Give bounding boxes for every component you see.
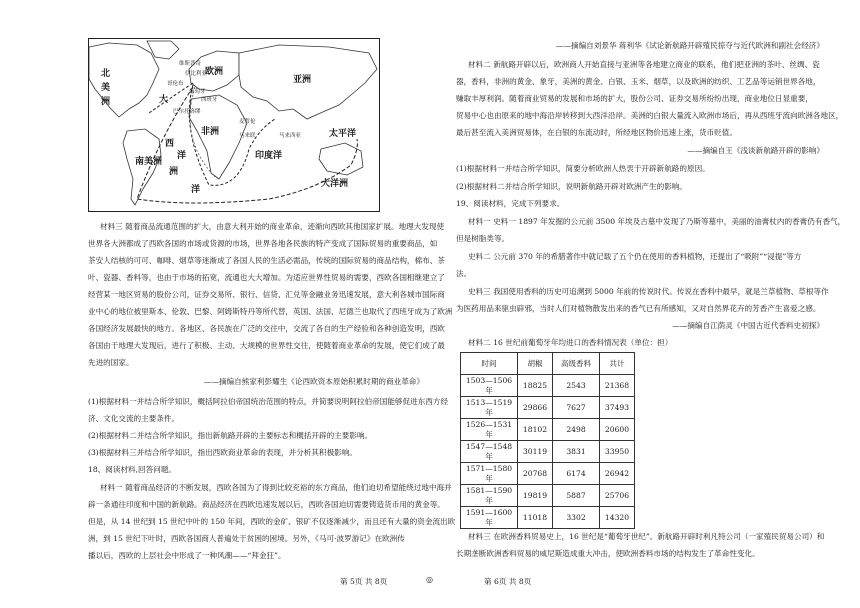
table-cell: 26942 [600,463,635,485]
q18-heading: 18、阅读材料,回答问题。 [88,465,177,474]
table-row [461,485,635,507]
map-label-america: 美 [101,83,111,93]
map-label-africa: 非洲 [201,127,220,137]
table-cell: 19819 [518,485,553,507]
map-label-pacific: 太平洋 [329,129,357,139]
table-row [461,397,635,419]
m19-line-5: 为医药用品来驱虫辟邪，当时人们对植物散发出来的香气已有所感知，又对自然界花卉的芳香产生喜爱之感。 [456,304,821,313]
m3-line-1: 世界各大洲都成了西欧各国的市场或货源的市场，世界各地各民族的特产变成了国际贸易的重要商品，如 [88,239,438,248]
m2-source: ——摘编自王《浅谈新航路开辟的影响》 [687,146,824,155]
map-label-continent: 洲 [101,97,111,107]
map-small-5: 麦哲伦 [239,119,256,125]
map-small-3: 维斯普奇 [179,61,202,67]
table-cell: 1591—1600 年 [461,507,518,529]
m19-source: ——摘编自江荫灵《中国古近代香料史初探》 [672,321,824,330]
map-small-0: 哥伦布 [167,81,184,87]
south-america-shape [123,129,161,205]
table-header: 胡椒 [518,353,553,375]
m19-line-2: 史料二 公元前 370 年的希腊著作中就记载了五个仍在使用的香料植物，还提出了“吸附”“浸提”等方 [468,252,802,261]
spice-import-table [460,352,635,529]
m1-line-3: 洲，到 15 世纪下叶时，西欧各国商人普遍处于贫困的困境。另外，《马可·波罗游记》在欧洲传 [88,534,405,543]
map-label-north: 北 [101,69,111,79]
center-mark-icon: ◎ [426,575,433,584]
table-row [461,441,635,463]
table-cell: 29866 [518,397,553,419]
m3-line-5: 业中心的地位被里斯本、伦敦、巴黎、阿姆斯特丹等所代替，英国、法国、尼德兰也取代了西班牙成为了欧洲 [88,307,453,316]
m2-line-4: 最后甚至流入美洲贸易体，在白银的东流动时，所经地区物价迅速上涨，货币贬值。 [456,128,737,137]
map-small-7: 马来西亚 [279,133,302,139]
map-small-1: 葡萄牙 [189,89,206,95]
table-cell: 11018 [518,507,553,529]
m19-line-3: 法。 [456,269,472,278]
m3-19-line-1: 长期垄断欧洲香料贸易的威尼斯造成重大冲击，使欧洲香料市场的结构发生了革命性变化。 [456,549,760,558]
m2-line-1: 器，香料，非洲的黄金、象牙，美洲的黄金、白银、玉米、烟草，以及欧洲的纺织、工艺品等运销世界各地， [456,77,821,86]
map-small-8: 伊比利亚 [185,71,208,77]
page-number-left: 第 5页 共 8页 [340,577,388,586]
map-label-oceania: 大洋洲 [321,179,349,189]
table-cell: 33950 [600,441,635,463]
table-cell: 1503—1506 年 [461,375,518,397]
page-number-right: 第 6页 共 8页 [484,577,532,586]
m19-line-1: 但是树脂类等。 [456,234,510,243]
table-cell: 1581—1590 年 [461,485,518,507]
table-cell: 1547—1548 年 [461,441,518,463]
table-header: 时间 [461,353,518,375]
m3-line-6: 各国经济发展最快的地方。各地区、各民族在广泛的交往中，交流了各自的生产经验和各种创造发明，西欧 [88,324,445,333]
world-map-figure [88,38,380,212]
table-cell: 18102 [518,419,553,441]
table-row [461,375,635,397]
table-cell: 18825 [518,375,553,397]
m3-line-8: 先进的国家。 [88,358,134,367]
map-label-indian-ocean: 印度洋 [255,151,283,161]
top-source: ——摘编自刘景华 蒋利华《试论新航路开辟殖民掠夺与近代欧洲和副社会经济》 [555,41,824,50]
q17-2: (2)根据材料二并结合所学知识，指出新航路开辟的主要标志和概括开辟的主要影响。 [88,431,373,440]
table-header: 共计 [600,353,635,375]
map-small-6: 马来联 [239,133,256,139]
m3-source: ——摘编自熊家利彭耀生《论西欧资本原始积累时期的商业革命》 [203,377,424,386]
table-cell: 14320 [600,507,635,529]
map-label-europe: 欧洲 [205,67,224,77]
table-cell: 2543 [553,375,600,397]
m3-line-0: 材料三 随着商品流通范围的扩大，由意大利开始的商业革命，迹渐向西欧其他国家扩展。地理大发现使 [100,222,445,231]
table-cell: 6174 [553,463,600,485]
q17-1b: 济、文化交流的主要条件。 [88,414,180,423]
table-cell: 1513—1519 年 [461,397,518,419]
q18-2: (2)根据材料二并结合所学知识，说明新航路开辟对欧洲产生的影响。 [456,182,687,191]
table-row [461,463,635,485]
m1-line-0: 材料一 随着商品经济的不断发展，西欧各国为了得到比较充裕的东方商品，他们迫切希望能绕过地中海并 [100,483,452,492]
m1-line-2: 但是，从 14 世纪到 15 世纪中叶的 150 年间，西欧的金矿、银矿不仅逐渐减少，而且还有大量的资金流出欧 [88,517,456,526]
map-label-big: 大 [159,95,169,105]
m3-line-7: 各国由于地理大发现后，进行了积极、主动、大规模的世界性交往，使随着商业革命的发展，使它们成了最 [88,341,445,350]
map-label-ocean: 洋 [177,151,187,161]
map-small-2: 西班牙 [201,97,218,103]
m2-line-2: 赚取丰厚利润。随着商业贸易的发展和市场的扩大，股份公司、证券交易所纷纷出现，商业地位日显重要， [456,94,813,103]
m2-19-title: 材料二 16 世纪前葡萄牙年均进口的香料情况表（单位：担） [468,338,673,347]
m3-19-line-0: 材料三 在欧洲香料贸易史上，16 世纪是“葡萄牙世纪”。新航路开辟时利凡特公司（一家殖民贸易公司）和 [468,532,825,541]
map-label-zhou: 洲 [169,167,179,177]
m2-line-0: 材料二 新航路开辟以后，欧洲商人开始直接与亚洲等各地建立商业的联系，他们把亚洲的茶叶、丝绸、瓷 [468,60,820,69]
table-cell: 2498 [553,419,600,441]
table-cell: 37493 [600,397,635,419]
table-cell: 3831 [553,441,600,463]
australia-shape [319,143,363,175]
map-label-west: 西 [165,139,175,149]
m3-line-4: 经营某一地区贸易的股份公司，证券交易所、银行、信贷、汇兑等金融业务迅速发展，意大利各城市国际商 [88,290,445,299]
north-america-shape [89,43,159,117]
table-header: 高级香料 [553,353,600,375]
map-label-yang: 洋 [191,185,201,195]
m3-line-2: 茶安人结核的可可、咖啡、烟草等迷渐成了各国人民的生活必需品，传统的国际贸易的商品结构，棉布、茶 [88,256,445,265]
table-cell: 1571—1580 年 [461,463,518,485]
m2-line-3: 贸易中心也由原来的地中海沿岸转移到大西洋沿岸。美洲的白银大量流入欧洲市场后，再从西班牙流向欧洲各地区， [456,111,844,120]
table-cell: 20768 [518,463,553,485]
map-label-asia: 亚洲 [293,75,312,85]
table-header-row [461,353,635,375]
table-cell: 5887 [553,485,600,507]
q18-1: (1)根据材料一并结合所学知识，简要分析欧洲人热衷于开辟新航路的原因。 [456,164,710,173]
m19-line-4: 史料三 我国使用香料的历史可追溯到 5000 年前的传说时代。传说在香料中最早，就是兰草植物、草根等作 [468,287,829,296]
q17-3: (3)根据材料三并结合所学知识，指出西欧商业革命的表现，并分析其积极影响。 [88,448,357,457]
table-cell: 20600 [600,419,635,441]
table-cell: 3302 [553,507,600,529]
map-small-4: 巴尔托洛缪 [173,109,201,115]
m3-line-3: 叶、瓷器、香料等，也由于市场的拓宽，流通也大大增加。为适应世界性贸易的需要，西欧各国相继建立了 [88,273,445,282]
m1-line-1: 辟一条通往印度和中国的新航路。商品经济在西欧迅速发展以后，西欧各国迫切需要铸造货币用的黄金等。 [88,500,445,509]
m19-line-0: 材料一 史料一 1897 年发掘的公元前 3500 年埃及古墓中发现了乃斯等墓中，美丽的油膏杖内的香膏仍有香气， [468,217,846,226]
m1-line-4: 播以后，西欧的上层社会中形成了一种风潮——“拜金狂”。 [88,551,286,560]
table-cell: 25706 [600,485,635,507]
table-cell: 30119 [518,441,553,463]
table-cell: 21368 [600,375,635,397]
table-row [461,419,635,441]
map-label-south-america: 南美洲 [135,157,163,167]
q19-heading: 19、阅读材料，完成下列要求。 [456,199,565,208]
table-cell: 1526—1531 年 [461,419,518,441]
q17-1: (1)根据材料一并结合所学知识，概括阿拉伯帝国统治范围的特点，并简要说明阿拉伯帝国能够促进东西方经 [88,397,449,406]
table-row [461,507,635,529]
table-cell: 7627 [553,397,600,419]
